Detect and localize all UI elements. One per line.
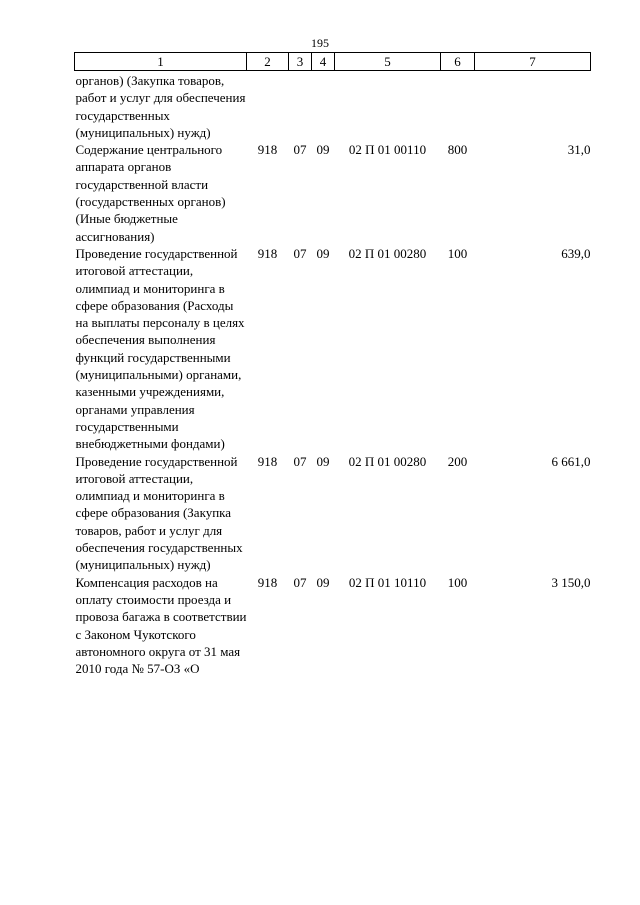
- row-name: Содержание центрального аппарата органов государственной власти (государственных органов) (Иные бюджетные ассигнования): [75, 142, 226, 244]
- row-subsection: [312, 71, 335, 142]
- row-name: Проведение государственной итоговой аттестации, олимпиад и мониторинга в сфере образования (Расходы на выплаты персоналу в целях обеспечения выполнения функций государственными (муниципальными) органами, казенными учреждениями, органами управления государственными внебюджетными фондами): [75, 245, 245, 452]
- row-expense-type: 800: [447, 142, 468, 158]
- row-admin-code: 918: [257, 453, 278, 469]
- row-admin-code: 918: [257, 574, 278, 590]
- row-amount: [475, 71, 591, 142]
- row-amount: 3 150,0: [551, 574, 591, 590]
- row-subsection: 09: [316, 574, 330, 590]
- table-row: [75, 453, 591, 574]
- row-subsection: 09: [316, 245, 330, 261]
- row-section: 07: [293, 453, 307, 469]
- row-section: 07: [293, 245, 307, 261]
- row-target-article: 02 П 01 10110: [348, 574, 427, 590]
- column-header: 5: [335, 53, 441, 71]
- row-expense-type: [441, 71, 475, 142]
- column-header: 4: [312, 53, 335, 71]
- table-row: [75, 245, 591, 453]
- row-section: 07: [293, 574, 307, 590]
- row-name: Проведение государственной итоговой аттестации, олимпиад и мониторинга в сфере образования (Закупка товаров, работ и услуг для обеспечения государственных (муниципальных) нужд): [75, 453, 243, 573]
- column-header: 2: [247, 53, 289, 71]
- row-name: органов) (Закупка товаров, работ и услуг для обеспечения государственных (муниципальных) нужд): [75, 73, 246, 140]
- row-amount: 639,0: [561, 245, 591, 261]
- row-target-article: 02 П 01 00110: [348, 142, 427, 158]
- row-expense-type: 200: [447, 453, 468, 469]
- row-section: 07: [293, 142, 307, 158]
- row-section: [289, 71, 312, 142]
- table-row: [75, 574, 591, 678]
- table-header-row: [75, 53, 591, 71]
- column-header: 3: [289, 53, 312, 71]
- row-admin-code: 918: [257, 245, 278, 261]
- budget-table: [74, 52, 591, 677]
- row-amount: 6 661,0: [551, 453, 591, 469]
- row-expense-type: 100: [447, 245, 468, 261]
- column-header: 7: [475, 53, 591, 71]
- table-row: [75, 141, 591, 245]
- column-header: 1: [75, 53, 247, 71]
- row-target-article: [335, 71, 441, 142]
- row-amount: 31,0: [567, 142, 591, 158]
- row-target-article: 02 П 01 00280: [348, 453, 427, 469]
- row-admin-code: [247, 71, 289, 142]
- row-admin-code: 918: [257, 142, 278, 158]
- row-subsection: 09: [316, 142, 330, 158]
- column-header: 6: [441, 53, 475, 71]
- row-target-article: 02 П 01 00280: [348, 245, 427, 261]
- table-row: [75, 71, 591, 142]
- row-subsection: 09: [316, 453, 330, 469]
- page-number: 195: [311, 36, 329, 50]
- row-name: Компенсация расходов на оплату стоимости проезда и провоза багажа в соответствии с Законом Чукотского автономного округа от 31 мая 2010 года № 57-ОЗ «О: [75, 574, 247, 677]
- row-expense-type: 100: [447, 574, 468, 590]
